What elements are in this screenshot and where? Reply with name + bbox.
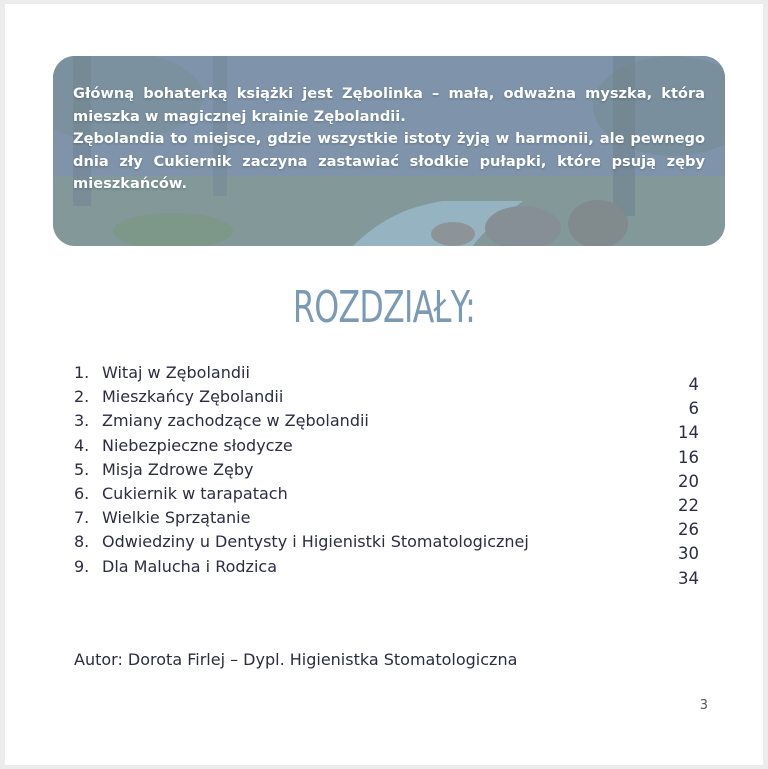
intro-banner [53,56,725,246]
chapter-item: 5. Misja Zdrowe Zęby [74,459,254,479]
author-credit: Autor: Dorota Firlej – Dypl. Higienistka Stomatologiczna [74,650,518,669]
chapter-list [74,361,529,579]
book-page [5,4,763,765]
chapter-item: 6. Cukiernik w tarapatach [74,484,288,504]
chapter-item: 2. Mieszkańcy Zębolandii [74,387,284,407]
chapter-page-number: 22 [678,496,699,516]
chapter-item: 1. Witaj w Zębolandii [74,363,250,382]
chapter-item: 3. Zmiany zachodzące w Zębolandii [74,411,369,431]
hero-name: Zębolinka [342,85,423,102]
page-number: 3 [699,698,708,713]
chapters-title: ROZDZIAŁY: [292,282,476,333]
chapter-page-number: 6 [688,399,699,419]
chapter-page-number: 34 [678,568,699,588]
intro-paragraph-1: Główną bohaterką książki jest Zębolinka – mała, odważna myszka, która mieszka w magicznej krainie Zębolandii. [73,85,705,125]
land-name: Zębolandia [73,130,165,147]
chapter-page-numbers [678,373,699,591]
chapter-page-number: 4 [688,375,699,394]
intro-text [73,83,705,196]
intro-paragraph-2: Zębolandia to miejsce, gdzie wszystkie istoty żyją w harmonii, ale pewnego dnia zły Cukiernik zaczyna zastawiać słodkie pułapki, które psują zęby mieszkańców. [73,130,705,192]
chapter-item: 8. Odwiedziny u Dentysty i Higienistki Stomatologicznej [74,532,529,552]
chapter-item: 4. Niebezpieczne słodycze [74,435,293,455]
chapter-page-number: 16 [678,447,699,467]
chapter-item: 7. Wielkie Sprzątanie [74,508,251,528]
chapter-item: 9. Dla Malucha i Rodzica [74,556,277,576]
chapter-page-number: 30 [678,544,699,564]
chapter-page-number: 14 [678,423,699,443]
chapter-page-number: 20 [678,471,699,491]
chapter-page-number: 26 [678,520,699,540]
